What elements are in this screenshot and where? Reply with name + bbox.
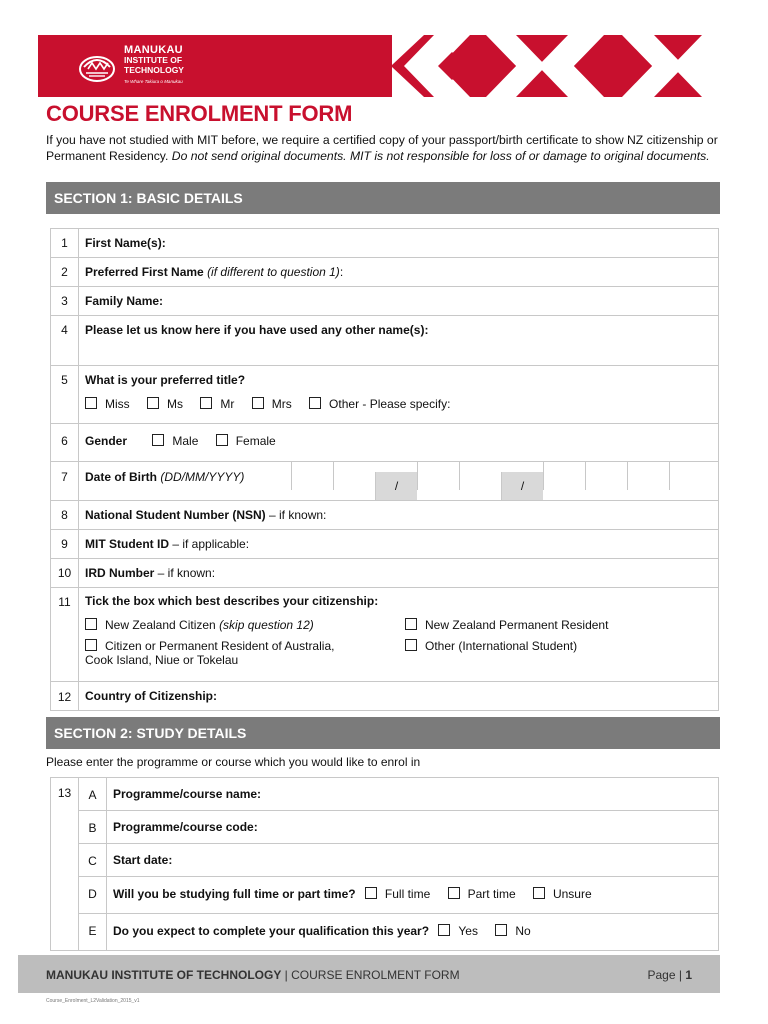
citizenship-option-pr[interactable] <box>405 618 608 632</box>
page-number: 1 <box>685 968 692 982</box>
complete-option-yes[interactable] <box>438 924 478 938</box>
option-note: (skip question 12) <box>219 618 314 632</box>
gender-option-female[interactable] <box>216 434 276 448</box>
study-mode-full-time[interactable] <box>365 887 430 901</box>
checkbox[interactable] <box>533 887 545 899</box>
checkbox[interactable] <box>85 639 97 651</box>
family-name-label: Family Name: <box>85 294 164 308</box>
checkbox[interactable] <box>200 397 212 409</box>
option-label: Male <box>172 434 199 448</box>
table-row <box>51 588 719 682</box>
checkbox[interactable] <box>147 397 159 409</box>
row-letter: E <box>79 914 107 951</box>
row-number: 12 <box>51 682 79 711</box>
page-label: Page | <box>647 968 686 982</box>
dob-label: Date of Birth <box>85 470 157 484</box>
preferred-name-note: (if different to question 1) <box>207 265 340 279</box>
row-number: 4 <box>51 316 79 366</box>
option-label: Full time <box>384 887 431 901</box>
section-2-intro: Please enter the programme or course which you would like to enrol in <box>46 755 421 769</box>
first-name-label: First Name(s): <box>85 236 166 250</box>
checkbox[interactable] <box>365 887 377 899</box>
citizenship-option-other[interactable] <box>405 639 608 653</box>
study-mode-part-time[interactable] <box>448 887 516 901</box>
other-names-field[interactable] <box>79 316 719 366</box>
dob-month-1[interactable] <box>417 462 459 490</box>
document-code: Course_Enrolment_L2Validation_2015_v1 <box>46 998 140 1004</box>
checkbox[interactable] <box>495 924 507 936</box>
title-option-mr[interactable] <box>200 397 234 411</box>
dob-year-4[interactable] <box>669 462 709 490</box>
logo-line-2: INSTITUTE OF <box>124 55 183 65</box>
checkbox[interactable] <box>405 618 417 630</box>
logo-line-3: TECHNOLOGY <box>124 65 184 75</box>
first-name-field[interactable] <box>79 229 719 258</box>
row-number: 9 <box>51 530 79 559</box>
table-row <box>51 229 719 258</box>
logo-line-1: MANUKAU <box>124 44 183 56</box>
logo-tagline: Te Whare Takiura o Manukau <box>124 79 183 84</box>
nsn-field[interactable] <box>79 501 719 530</box>
table-row <box>51 316 719 366</box>
study-mode-unsure[interactable] <box>533 887 592 901</box>
footer-form-name: COURSE ENROLMENT FORM <box>291 968 460 982</box>
section-2-table <box>50 777 719 951</box>
mit-logo-icon <box>78 49 116 83</box>
preferred-name-field[interactable] <box>79 258 719 287</box>
programme-code-field[interactable] <box>107 811 719 844</box>
row-number: 2 <box>51 258 79 287</box>
label-suffix: : <box>339 265 344 279</box>
start-date-label: Start date: <box>113 853 173 867</box>
programme-name-label: Programme/course name: <box>113 787 262 801</box>
dob-year-1[interactable] <box>543 462 585 490</box>
section-2-heading: SECTION 2: STUDY DETAILS <box>46 717 720 749</box>
dob-separator: / <box>375 472 417 500</box>
table-row <box>51 844 719 877</box>
nsn-label: National Student Number (NSN) <box>85 508 266 522</box>
label-suffix: – if known: <box>154 566 216 580</box>
checkbox[interactable] <box>216 434 228 446</box>
option-label: Unsure <box>552 887 592 901</box>
checkbox[interactable] <box>448 887 460 899</box>
row-letter: C <box>79 844 107 877</box>
dob-format: (DD/MM/YYYY) <box>160 470 245 484</box>
row-letter: B <box>79 811 107 844</box>
option-label: No <box>515 924 531 938</box>
row-number: 7 <box>51 462 79 501</box>
checkbox[interactable] <box>309 397 321 409</box>
ird-label: IRD Number <box>85 566 155 580</box>
gender-label: Gender <box>85 434 128 448</box>
option-label: Other (International Student) <box>425 639 578 653</box>
option-label: New Zealand Permanent Resident <box>425 618 609 632</box>
family-name-field[interactable] <box>79 287 719 316</box>
option-label: Other - Please specify: <box>329 397 451 411</box>
dob-year-3[interactable] <box>627 462 669 490</box>
dob-year-2[interactable] <box>585 462 627 490</box>
student-id-label: MIT Student ID <box>85 537 169 551</box>
footer-org: MANUKAU INSTITUTE OF TECHNOLOGY <box>46 968 282 982</box>
option-label: Mrs <box>271 397 292 411</box>
citizenship-option-australia[interactable] <box>85 639 405 653</box>
row-number: 1 <box>51 229 79 258</box>
intro-plain: If you have not studied with MIT before, we require a certified copy of your passport/birth certificate to show NZ citizenship or Permanent Residency. <box>46 133 718 163</box>
dob-separator: / <box>501 472 543 500</box>
header-banner <box>38 35 732 97</box>
citizenship-question: Tick the box which best describes your citizenship: <box>85 594 379 608</box>
citizenship-option-nz[interactable] <box>85 618 405 632</box>
programme-name-field[interactable] <box>107 778 719 811</box>
row-number: 10 <box>51 559 79 588</box>
title-question: What is your preferred title? <box>85 373 246 387</box>
table-row <box>51 682 719 711</box>
programme-code-label: Programme/course code: <box>113 820 258 834</box>
table-row <box>51 559 719 588</box>
section-1-table <box>50 228 719 711</box>
mit-logo <box>78 45 184 87</box>
table-row <box>51 914 719 951</box>
row-letter: D <box>79 877 107 914</box>
option-label: Miss <box>105 397 130 411</box>
table-row <box>51 530 719 559</box>
label-suffix: – if known: <box>265 508 327 522</box>
page-indicator <box>648 968 693 982</box>
table-row <box>51 258 719 287</box>
table-row <box>51 462 719 501</box>
row-number: 6 <box>51 424 79 462</box>
option-label: New Zealand Citizen <box>105 618 216 632</box>
study-mode-question: Will you be studying full time or part time? <box>113 887 356 901</box>
checkbox[interactable] <box>85 397 97 409</box>
section-1-heading: SECTION 1: BASIC DETAILS <box>46 182 720 214</box>
dob-day-2[interactable] <box>333 462 375 490</box>
preferred-name-label: Preferred First Name <box>85 265 204 279</box>
chevron-pattern-icon <box>392 35 732 97</box>
table-row <box>51 287 719 316</box>
page-footer <box>18 955 720 993</box>
intro-text <box>46 133 726 164</box>
table-row <box>51 366 719 424</box>
option-label: Citizen or Permanent Resident of Australia, <box>105 639 335 653</box>
dob-month-2[interactable] <box>459 462 501 490</box>
option-label: Mr <box>220 397 235 411</box>
option-label-continued: Cook Island, Niue or Tokelau <box>85 653 239 667</box>
row-number: 11 <box>51 588 79 682</box>
row-letter: A <box>79 778 107 811</box>
table-row <box>51 811 719 844</box>
complete-option-no[interactable] <box>495 924 530 938</box>
other-names-label: Please let us know here if you have used any other name(s): <box>85 323 429 337</box>
complete-this-year-question: Do you expect to complete your qualification this year? <box>113 924 430 938</box>
intro-italic: Do not send original documents. MIT is not responsible for loss of or damage to original documents. <box>171 148 710 163</box>
checkbox[interactable] <box>405 639 417 651</box>
checkbox[interactable] <box>152 434 164 446</box>
checkbox[interactable] <box>438 924 450 936</box>
dob-day-1[interactable] <box>291 462 333 490</box>
row-number: 3 <box>51 287 79 316</box>
footer-separator: | <box>281 968 292 982</box>
country-field[interactable] <box>79 682 719 711</box>
gender-option-male[interactable] <box>152 434 198 448</box>
title-option-miss[interactable] <box>85 397 130 411</box>
table-row <box>51 501 719 530</box>
title-option-other[interactable] <box>309 397 450 411</box>
label-suffix: – if applicable: <box>169 537 250 551</box>
country-label: Country of Citizenship: <box>85 689 217 703</box>
student-id-field[interactable] <box>79 530 719 559</box>
table-row <box>51 778 719 811</box>
title-option-ms[interactable] <box>147 397 183 411</box>
row-number: 13 <box>51 778 79 951</box>
title-option-mrs[interactable] <box>252 397 292 411</box>
page-title: COURSE ENROLMENT FORM <box>46 101 353 126</box>
option-label: Yes <box>458 924 478 938</box>
start-date-field[interactable] <box>107 844 719 877</box>
checkbox[interactable] <box>252 397 264 409</box>
checkbox[interactable] <box>85 618 97 630</box>
row-number: 8 <box>51 501 79 530</box>
option-label: Female <box>235 434 276 448</box>
row-number: 5 <box>51 366 79 424</box>
option-label: Part time <box>467 887 516 901</box>
table-row <box>51 424 719 462</box>
ird-field[interactable] <box>79 559 719 588</box>
table-row <box>51 877 719 914</box>
option-label: Ms <box>167 397 184 411</box>
